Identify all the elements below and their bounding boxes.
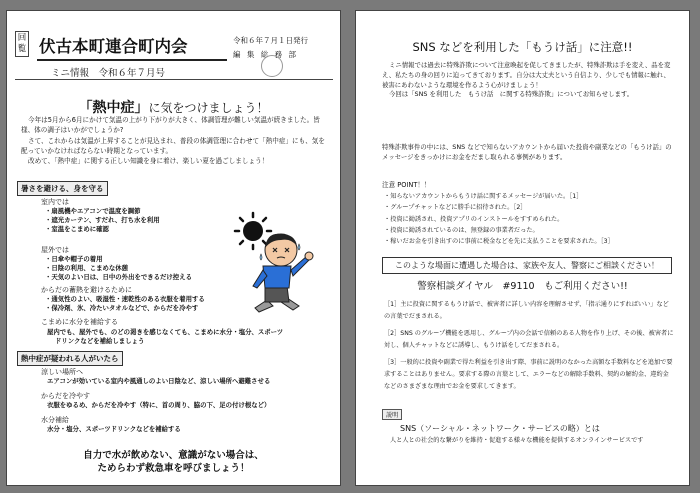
header-divider xyxy=(15,79,333,80)
emergency-note xyxy=(7,449,340,475)
water-text-line: ドリンクなどを補給しましょう xyxy=(55,336,145,345)
warning-point: ・ 知らないアカウントからもうけ話に関するメッセージが届いた。［1］ xyxy=(384,191,614,202)
editor-dept: 編 集 総 務 部 xyxy=(233,50,299,59)
list-item: ・ 遮光カーテン、すだれ、打ち水を利用 xyxy=(45,216,160,225)
heatstroke-intro xyxy=(21,115,331,166)
association-name: 伏古本町連合町内会 xyxy=(39,37,188,56)
scam-title: SNS などを利用した「もうけ話」に注意!! xyxy=(412,40,633,54)
outdoor-label: 屋外では xyxy=(41,246,69,254)
warning-point: ・ 稼いだお金を引き出すのに事前に税金などを先に支払うことを要求された。［3］ xyxy=(384,236,614,247)
emergency-note-line: ためらわず救急車を呼びましょう！ xyxy=(97,463,250,474)
cool-body-label: からだを冷やす xyxy=(41,392,90,400)
left-page xyxy=(6,10,341,486)
issue-date: 令和６年７月１日発行 xyxy=(233,36,308,45)
water-text xyxy=(47,328,283,346)
footnote: ［2］SNS のグループ機能を悪用し、グループ内の会話で信頼のある人物を作り上げ、その後、被害者に対し、個人チャットなどに誘導し、もうけ話をしてだまされる。 xyxy=(384,330,674,349)
warning-point: ・ 投資に勧誘され、投資アプリのインストールをすすめられた。 xyxy=(384,214,614,225)
mini-info-issue: ミニ情報 令和６年７月号 xyxy=(51,68,166,79)
header-rule xyxy=(37,59,227,61)
sns-definition-text: 人と人との社会的な繋がりを維持・促進する様々な機能を提供するオンラインサービスです xyxy=(390,437,644,444)
footnotes xyxy=(384,299,674,398)
hydrate-text: 水分・塩分、スポーツドリンクなどを補給する xyxy=(47,425,181,433)
heatstroke-boy-illustration xyxy=(247,226,327,316)
sns-definition-term: SNS（ソーシャル・ネットワーク・サービスの略）とは xyxy=(400,424,600,433)
cool-place-text: エアコンが効いている室内や風通しのよい日陰など、涼しい場所へ避難させる xyxy=(47,377,271,385)
right-page xyxy=(355,10,690,486)
kairan-stamp: 回覧 xyxy=(15,31,29,57)
scam-description: 特殊詐欺事件の中には、SNS などで知らないアカウントから届いた投資や副業などの「もうけ話」のメッセージをきっかけにお金をだまし取られる事例があります。 xyxy=(382,143,672,161)
section-suspected: 熱中症が疑われる人がいたら xyxy=(17,351,123,366)
indoor-list xyxy=(45,207,160,233)
list-item: ・ 通気性のよい、吸湿性・速乾性のある衣服を着用する xyxy=(45,295,205,304)
warning-point: ・ グループチャットなどに勝手に招待された。［2］ xyxy=(384,202,614,213)
section-avoid-heat: 暑さを避ける、身を守る xyxy=(17,181,108,196)
list-item: ・ 室温をこまめに確認 xyxy=(45,225,160,234)
footnote: ［1］主に投資に関するもうけ話で、被害者に詳しい内容を理解させず、「指示通りにすればいい」などの言葉でだまされる。 xyxy=(384,301,669,320)
footnote: ［3］一般的に投資や副業で得た利益を引き出す際、事前に説明のなかった高額な手数料などを追加で要求することはありません。要求する際の言葉として、エラーなどの解除手数料、契約の解約金、違約金などのさまざまな理由でお金を要求してきます。 xyxy=(384,359,673,390)
explanation-tag: 説明 xyxy=(382,409,402,420)
hydrate-label: 水分補給 xyxy=(41,416,69,424)
warning-point: ・ 投資に勧誘されているのは、無登録の事業者だった。 xyxy=(384,225,614,236)
intro-paragraph: 改めて、「熱中症」に関する正しい知識を身に着け、楽しい夏を過ごしましょう！ xyxy=(28,157,269,166)
police-dial: 警察相談ダイヤル #9110 もご利用ください!! xyxy=(417,281,628,292)
intro-paragraph: さて、これからは気温が上昇することが見込まれ、普段の体調管理に合わせて「熱中症」にも、気を配っていかなければならない時期となっています。 xyxy=(21,136,325,155)
indoor-label: 室内では xyxy=(41,198,69,206)
warning-points-list xyxy=(384,191,614,247)
cool-place-label: 涼しい場所へ xyxy=(41,368,83,376)
list-item: ・ 日陰の利用、こまめな休憩 xyxy=(45,264,192,273)
emergency-note-line: 自力で水が飲めない、意識がない場合は、 xyxy=(83,450,264,461)
point-heading: 注意 POINT！！ xyxy=(382,181,431,189)
heatstroke-title xyxy=(7,97,340,117)
outdoor-list xyxy=(45,255,192,281)
body-heat-list xyxy=(45,295,205,313)
heatstroke-title-keyword: 「熱中症」 xyxy=(78,100,149,116)
body-heat-label: からだの蓄熱を避けるために xyxy=(41,286,132,294)
intro-paragraph: 今回は「SNS を利用した もうけ話 に関する特殊詐欺」についてお知らせします。 xyxy=(389,90,634,99)
faint-seal xyxy=(261,55,283,77)
intro-paragraph: 今年は5月から6月にかけて気温の上がり下がりが大きく、体調管理が難しい気温が続きました。皆様、体の調子はいかがでしょうか? xyxy=(21,116,320,135)
scam-intro xyxy=(382,61,674,100)
water-label: こまめに水分を補給する xyxy=(41,318,118,326)
list-item: ・ 扇風機やエアコンで温度を調節 xyxy=(45,207,160,216)
consult-notice: このような場面に遭遇した場合は、家族や友人、警察にご相談ください！ xyxy=(382,257,672,274)
heatstroke-title-rest: に気をつけましょう！ xyxy=(148,101,269,115)
list-item: ・ 保冷剤、氷、冷たいタオルなどで、からだを冷やす xyxy=(45,304,205,313)
cool-body-text: 衣服をゆるめ、からだを冷やす（特に、首の周り、脇の下、足の付け根など） xyxy=(47,401,271,409)
list-item: ・ 天気のよい日は、日中の外出をできるだけ控える xyxy=(45,273,192,282)
list-item: ・ 日傘や帽子の着用 xyxy=(45,255,192,264)
intro-paragraph: ミニ情報では過去に特殊詐欺について注意喚起を促してきましたが、特殊詐欺は手を変え、品を変え、私たちの身の回りに迫ってきております。自分は大丈夫という自信より、少しでも情報に触れ、被害にあわないような環境を作るよう心がけましょう！ xyxy=(382,61,671,89)
water-text-line: 屋内でも、屋外でも、のどの渇きを感じなくても、こまめに水分・塩分、スポーツ xyxy=(47,328,284,336)
